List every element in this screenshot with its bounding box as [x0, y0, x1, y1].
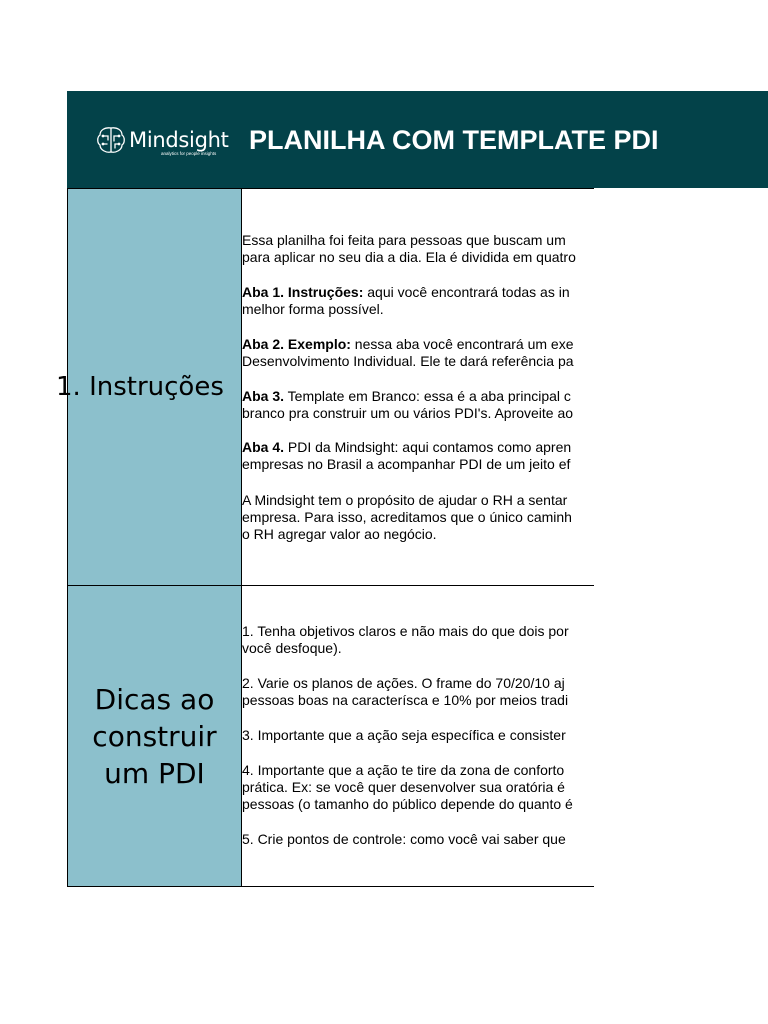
aba4-paragraph: Aba 4. PDI da Mindsight: aqui contamos como apren empresas no Brasil a acompanhar PDI de um jeito ef: [242, 439, 572, 472]
tips-label-cell: [67, 586, 242, 886]
tip-5: 5. Crie pontos de controle: como você vai saber que: [242, 831, 566, 847]
aba3-paragraph: Aba 3. Template em Branco: essa é a aba principal c branco pra construir um ou vários PDI's. Aproveite ao: [242, 388, 574, 421]
instructions-label-cell: [56, 189, 242, 585]
tips-label: Dicas ao construir um PDI: [92, 682, 217, 790]
header-banner: [67, 91, 768, 188]
aba1-paragraph: Aba 1. Instruções: aqui você encontrará todas as in melhor forma possível.: [242, 284, 570, 317]
tip-1: 1. Tenha objetivos claros e não mais do que dois por você desfoque).: [242, 623, 569, 656]
brain-circuit-icon: [95, 125, 127, 155]
instructions-label: 1. Instruções: [56, 372, 224, 402]
page-title: PLANILHA COM TEMPLATE PDI: [249, 125, 659, 155]
tip-2: 2. Varie os planos de ações. O frame do 70/20/10 aj pessoas boas na caracterísca e 10% por meios tradi: [242, 675, 569, 708]
purpose-paragraph: A Mindsight tem o propósito de ajudar o RH a sentar empresa. Para isso, acreditamos que o único caminh o RH agregar valor ao negócio.: [242, 492, 572, 542]
intro-paragraph: Essa planilha foi feita para pessoas que buscam um para aplicar no seu dia a dia. Ela é dividida em quatro: [242, 232, 576, 265]
aba2-paragraph: Aba 2. Exemplo: nessa aba você encontrará um exe Desenvolvimento Individual. Ele te dará referência pa: [242, 336, 574, 369]
tips-content: [242, 586, 594, 886]
mindsight-logo: [95, 123, 235, 157]
logo-tagline: analytics for people insights: [161, 151, 217, 156]
tip-4: 4. Importante que a ação te tire da zona de conforto prática. Ex: se você quer desenvolver sua oratória é pessoas (o tamanho do público depende do quanto é: [242, 762, 573, 812]
instructions-content: [242, 189, 594, 585]
tips-row: [67, 585, 594, 887]
instructions-row: [56, 188, 594, 585]
tip-3: 3. Importante que a ação seja específica e consister: [242, 727, 566, 743]
logo-wordmark: Mindsight: [129, 128, 229, 152]
